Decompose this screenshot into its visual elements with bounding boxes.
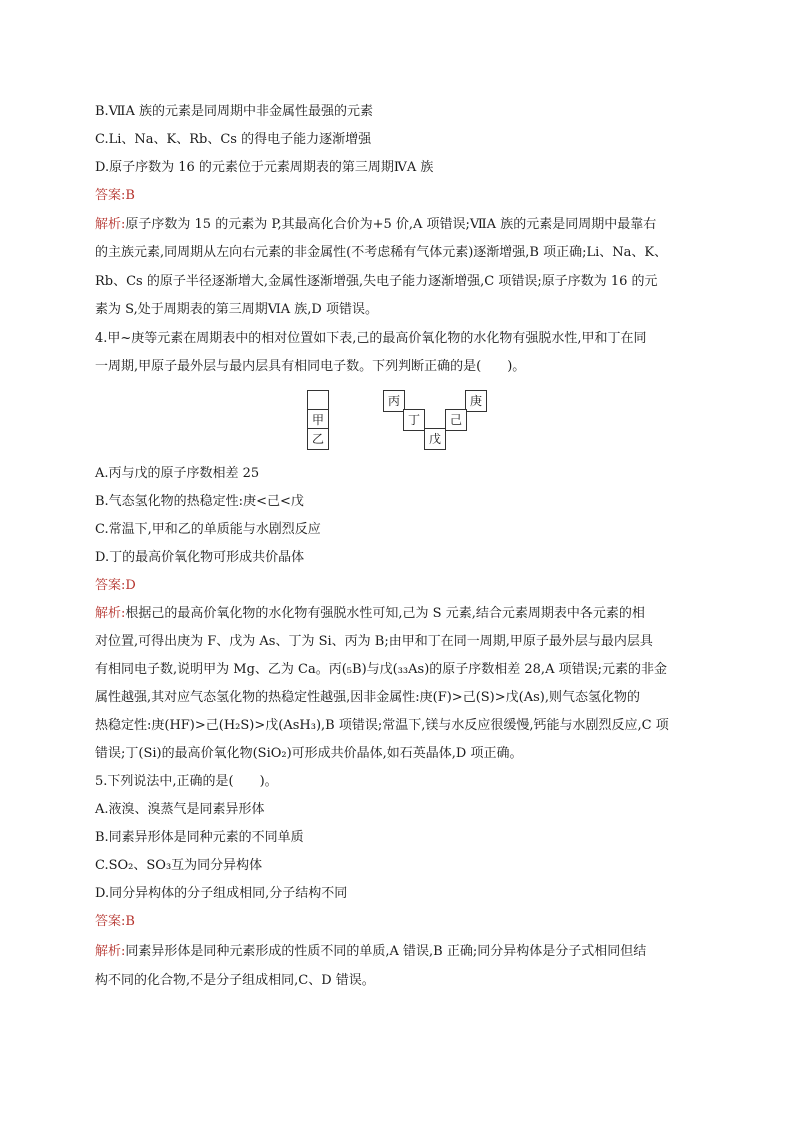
answer-q4: 答案:D <box>95 578 136 593</box>
explanation-q3-line3: Rb、Cs 的原子半径逐渐增大,金属性逐渐增强,失电子能力逐渐增强,C 项错误;原子序数为 16 的元 <box>95 274 658 289</box>
answer-q3: 答案:B <box>95 188 135 203</box>
question-5: 5.下列说法中,正确的是( )。 <box>95 774 278 789</box>
explanation-q5-line2: 构不同的化合物,不是分子组成相同,C、D 错误。 <box>95 973 375 988</box>
option-d-q4: D.丁的最高价氧化物可形成共价晶体 <box>95 550 305 565</box>
explanation-q3-line2: 的主族元素,同周期从左向右元素的非金属性(不考虑稀有气体元素)逐渐增强,B 项正确;Li、Na、K、 <box>95 245 668 260</box>
option-a-q4: A.丙与戊的原子序数相差 25 <box>95 466 260 481</box>
option-c-q5: C.SO₂、SO₃互为同分异构体 <box>95 858 263 873</box>
option-d-q5: D.同分异构体的分子组成相同,分子结构不同 <box>95 886 348 901</box>
option-c-q4: C.常温下,甲和乙的单质能与水剧烈反应 <box>95 522 321 537</box>
table-cell-bing: 丙 <box>383 390 405 412</box>
explanation-q4-line4: 属性越强,其对应气态氢化物的热稳定性越强,因非金属性:庚(F)>己(S)>戊(As),则气态氢化物的 <box>95 690 640 705</box>
explanation-q3-line4: 素为 S,处于周期表的第三周期ⅥA 族,D 项错误。 <box>95 302 378 317</box>
explanation-q5-line1: 解析:同素异形体是同种元素形成的性质不同的单质,A 错误,B 正确;同分异构体是分子式相同但结 <box>95 944 647 959</box>
table-cell-jia: 甲 <box>307 409 329 431</box>
table-cell-yi: 乙 <box>307 428 329 450</box>
option-b-q4: B.气态氢化物的热稳定性:庚<己<戊 <box>95 494 304 509</box>
option-d-q3: D.原子序数为 16 的元素位于元素周期表的第三周期ⅣA 族 <box>95 160 434 175</box>
explanation-q3-line1: 解析:原子序数为 15 的元素为 P,其最高化合价为+5 价,A 项错误;ⅦA 族的元素是同周期中最靠右 <box>95 217 657 232</box>
explanation-q4-line2: 对位置,可得出庚为 F、戊为 As、丁为 Si、丙为 B;由甲和丁在同一周期,甲原子最外层与最内层具 <box>95 634 653 649</box>
option-b-q5: B.同素异形体是同种元素的不同单质 <box>95 830 304 845</box>
option-b-q3: B.ⅦA 族的元素是同周期中非金属性最强的元素 <box>95 104 373 119</box>
table-cell-ji: 己 <box>445 409 467 431</box>
explanation-q4-line1: 解析:根据己的最高价氧化物的水化物有强脱水性可知,己为 S 元素,结合元素周期表中各元素的相 <box>95 606 645 621</box>
table-cell-ding: 丁 <box>403 409 425 431</box>
option-c-q3: C.Li、Na、K、Rb、Cs 的得电子能力逐渐增强 <box>95 132 372 147</box>
question-4-line1: 4.甲~庚等元素在周期表中的相对位置如下表,己的最高价氧化物的水化物有强脱水性,甲和丁在同 <box>95 331 647 346</box>
table-cell-wu: 戊 <box>424 428 446 450</box>
answer-q5: 答案:B <box>95 914 135 929</box>
explanation-q4-line3: 有相同电子数,说明甲为 Mg、乙为 Ca。丙(₅B)与戊(₃₃As)的原子序数相差 28,A 项错误;元素的非金 <box>95 662 667 677</box>
table-cell-geng: 庚 <box>465 390 487 412</box>
option-a-q5: A.液溴、溴蒸气是同素异形体 <box>95 802 265 817</box>
question-4-line2: 一周期,甲原子最外层与最内层具有相同电子数。下列判断正确的是( )。 <box>95 359 526 374</box>
explanation-q4-line6: 错误;丁(Si)的最高价氧化物(SiO₂)可形成共价晶体,如石英晶体,D 项正确。 <box>95 746 523 761</box>
explanation-q4-line5: 热稳定性:庚(HF)>己(H₂S)>戊(AsH₃),B 项错误;常温下,镁与水反应很缓慢,钙能与水剧烈反应,C 项 <box>95 718 669 733</box>
